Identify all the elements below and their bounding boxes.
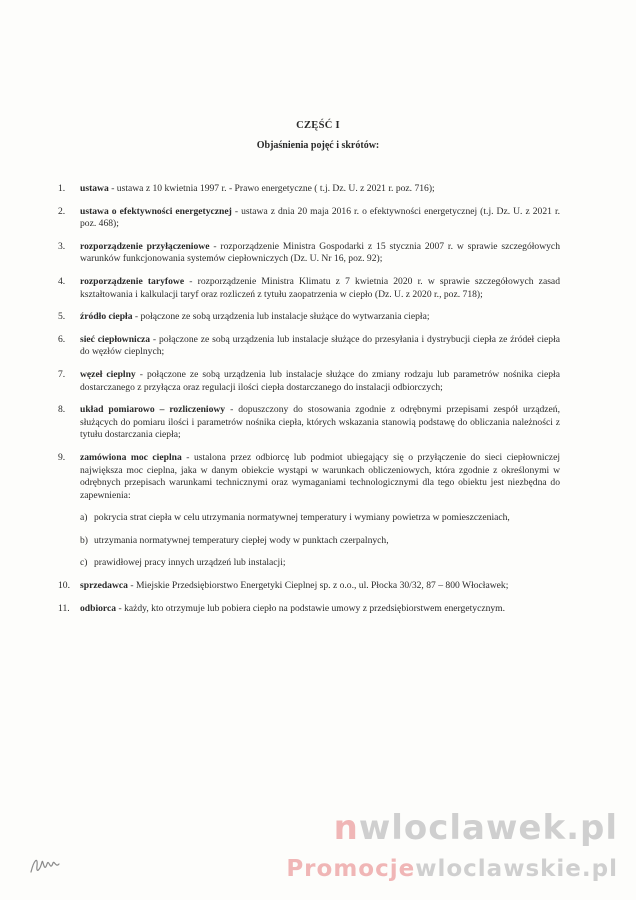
watermark-line-1: [334, 808, 618, 848]
definition-term: sieć ciepłownicza: [80, 333, 151, 345]
definition-number: 6.: [58, 333, 66, 345]
watermark-accent: n: [333, 808, 359, 848]
definition-text: - połączone ze sobą urządzenia lub instalacje służące do wytwarzania ciepła;: [132, 311, 430, 323]
definition-item: [58, 206, 560, 231]
definition-item: [58, 276, 560, 301]
definition-item: [58, 404, 560, 442]
definition-subitem: [80, 557, 560, 570]
definition-term: rozporządzenie taryfowe: [80, 275, 185, 287]
definition-text: - połączone ze sobą urządzenia lub instalacje służące do przesyłania i dystrybucji ciepła ze źródeł ciepła do węzłów cieplnych;: [80, 333, 560, 358]
definition-number: 11.: [58, 602, 70, 614]
definition-item: [58, 183, 560, 196]
definition-term: sprzedawca: [80, 580, 128, 592]
subitem-letter: b): [80, 534, 88, 546]
definition-item: [58, 580, 560, 593]
definition-subitem: [80, 512, 560, 525]
definition-term: odbiorca: [80, 602, 117, 614]
definition-text: - ustawa z 10 kwietnia 1997 r. - Prawo energetyczne ( t.j. Dz. U. z 2021 r. poz. 716);: [108, 183, 435, 194]
definition-text: - każdy, kto otrzymuje lub pobiera ciepło na podstawie umowy z przedsiębiorstwem energetycznym.: [116, 602, 506, 614]
definition-text: - rozporządzenie Ministra Gospodarki z 15 stycznia 2007 r. w sprawie szczegółowych warunków funkcjonowania systemów ciepłowniczych (Dz. U. Nr 16, poz. 92);: [80, 240, 560, 265]
definition-number: 4.: [58, 275, 66, 287]
definition-text: - ustawa z dnia 20 maja 2016 r. o efektywności energetycznej (t.j. Dz. U. z 2021 r. poz. 468);: [80, 205, 561, 230]
definition-term: węzeł cieplny: [80, 368, 136, 380]
page-title: CZĘŚĆ I: [296, 120, 340, 131]
subitem-text: pokrycia strat ciepła w celu utrzymania normatywnej temperatury i wymiany powietrza w pomieszczeniach,: [94, 512, 510, 524]
definition-term: ustawa: [80, 183, 109, 194]
watermark-text: wloclawskie.pl: [415, 856, 618, 882]
definition-number: 3.: [58, 240, 66, 252]
definition-number: 2.: [58, 205, 66, 217]
page-subtitle: Objaśnienia pojęć i skrótów:: [256, 140, 380, 151]
definition-number: 8.: [58, 404, 66, 416]
handwritten-signature-icon: [28, 852, 62, 878]
definition-text: - połączone ze sobą urządzenia lub instalacje służące do zmiany rodzaju lub parametrów nośnika ciepła dostarczanego z przyłącza oraz regulacji ilości ciepła dostarczanego do instalacji odbiorczych;: [80, 368, 560, 393]
subitem-letter: a): [80, 512, 88, 524]
definition-term: źródło ciepła: [80, 311, 133, 323]
definition-term: układ pomiarowo – rozliczeniowy: [80, 404, 226, 416]
subitem-text: utrzymania normatywnej temperatury ciepłej wody w punktach czerpalnych,: [94, 534, 389, 546]
definition-text: - rozporządzenie Ministra Klimatu z 7 kwietnia 2020 r. w sprawie szczegółowych zasad kształtowania i kalkulacji taryf oraz rozliczeń z tytułu zaopatrzenia w ciepło (Dz. U. z 2020 r., poz. 718);: [80, 275, 560, 300]
definitions-list: [58, 183, 560, 625]
definition-term: ustawa o efektywności energetycznej: [80, 205, 232, 217]
definition-number: 1.: [58, 183, 66, 194]
definition-item: [58, 452, 560, 502]
definition-text: - ustalona przez odbiorcę lub podmiot ubiegający się o przyłączenie do sieci ciepłowniczej największa moc cieplna, jaka w danym obiekcie wystąpi w warunkach obliczeniowych, która zgodnie z określonymi w odrębnych przepisach warunkami technicznymi oraz wymaganiami technologicznymi dla tego obiektu jest niezbędna do zapewnienia:: [80, 451, 560, 501]
definition-item: [58, 603, 560, 616]
definition-number: 5.: [58, 311, 66, 323]
definition-item: [58, 311, 560, 324]
watermark-text: wloclawek.pl: [358, 808, 618, 848]
definition-number: 10.: [58, 580, 70, 592]
watermark-line-2: [286, 856, 618, 882]
definition-text: - dopuszczony do stosowania zgodnie z odrębnymi przepisami zespół urządzeń, służących do pomiaru ilości i parametrów nośnika ciepła, których wskazania stanowią podstawę do obliczania należności z tytułu dostarczania ciepła;: [80, 404, 560, 441]
watermark-accent: Promocje: [286, 856, 416, 882]
definition-item: [58, 334, 560, 359]
definition-text: - Miejskie Przedsiębiorstwo Energetyki Cieplnej sp. z o.o., ul. Płocka 30/32, 87 – 800 Włocławek;: [127, 580, 509, 592]
subitem-letter: c): [80, 557, 88, 569]
definition-item: [58, 241, 560, 266]
definition-number: 9.: [58, 451, 66, 463]
definition-subitem: [80, 535, 560, 548]
definition-term: rozporządzenie przyłączeniowe: [80, 240, 210, 252]
definition-term: zamówiona moc cieplna: [80, 451, 182, 463]
definition-number: 7.: [58, 368, 66, 380]
definition-item: [58, 369, 560, 394]
subitem-text: prawidłowej pracy innych urządzeń lub instalacji;: [94, 557, 286, 569]
